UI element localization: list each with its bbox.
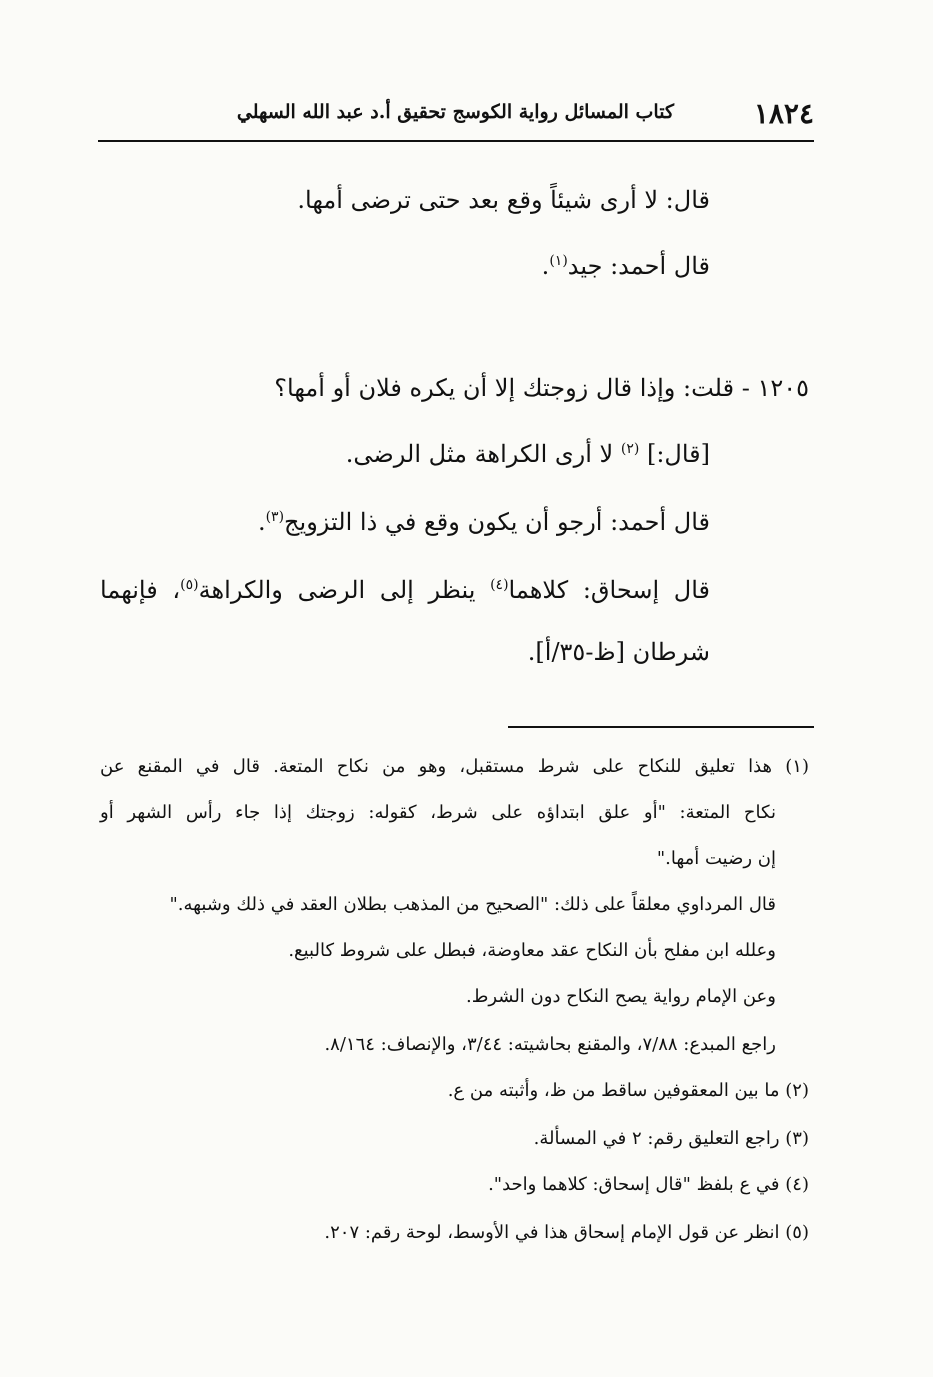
body-text: قال إسحاق: كلاهما bbox=[508, 576, 711, 604]
footnote-line: وعلله ابن مفلح بأن النكاح عقد معاوضة، فبطل على شروط كالبيع. bbox=[288, 940, 776, 961]
page-number: ١٨٢٤ bbox=[753, 97, 814, 130]
footnote-ref: (٢) bbox=[620, 441, 640, 457]
footnote-divider bbox=[508, 726, 814, 728]
footnote-line: وعن الإمام رواية يصح النكاح دون الشرط. bbox=[465, 986, 776, 1007]
footnote-line: راجع المبدع: ٧/٨٨، والمقنع بحاشيته: ٣/٤٤، والإنصاف: ٨/١٦٤. bbox=[324, 1034, 776, 1055]
body-text: [قال:] bbox=[639, 440, 710, 468]
footnote-line: نكاح المتعة: "أو علق ابتداؤه على شرط، كقوله: زوجتك إذا جاء رأس الشهر أو bbox=[100, 802, 776, 823]
body-text: . bbox=[541, 252, 550, 280]
footnote-line: (٤) في ع بلفظ "قال إسحاق: كلاهما واحد". bbox=[488, 1174, 809, 1195]
footnote-ref: (٤) bbox=[490, 577, 509, 593]
footnote-line: قال المرداوي معلقاً على ذلك: "الصحيح من المذهب بطلان العقد في ذلك وشبهه." bbox=[169, 894, 776, 915]
body-text: . bbox=[257, 508, 266, 536]
footnote-line: (٥) انظر عن قول الإمام إسحاق هذا في الأوسط، لوحة رقم: ٢٠٧. bbox=[324, 1222, 809, 1243]
footnote-line: (٣) راجع التعليق رقم: ٢ في المسألة. bbox=[533, 1128, 809, 1149]
body-line bbox=[258, 508, 710, 537]
footnote-ref: (٥) bbox=[180, 577, 199, 593]
footnote-line: (٢) ما بين المعقوفين ساقط من ظ، وأثبته من ع. bbox=[447, 1080, 809, 1101]
running-title: كتاب المسائل رواية الكوسج تحقيق أ.د عبد الله السهلي bbox=[236, 101, 674, 123]
footnote-ref: (١) bbox=[549, 253, 568, 269]
body-text: قال أحمد: جيد bbox=[567, 252, 710, 280]
footnote-ref: (٣) bbox=[265, 509, 285, 525]
footnote-line: إن رضيت أمها." bbox=[656, 848, 776, 869]
question-line: ١٢٠٥ - قلت: وإذا قال زوجتك إلا أن يكره فلان أو أمها؟ bbox=[274, 374, 809, 402]
body-line: شرطان [ظ-٣٥/أ]. bbox=[527, 638, 710, 666]
body-text: قال أحمد: أرجو أن يكون وقع في ذا التزويج bbox=[284, 508, 710, 536]
body-line: قال: لا أرى شيئاً وقع بعد حتى ترضى أمها. bbox=[297, 186, 710, 214]
body-text: ينظر إلى الرضى والكراهة bbox=[198, 576, 491, 604]
header-divider bbox=[98, 140, 814, 142]
body-text: ، فإنهما bbox=[100, 576, 181, 604]
body-line bbox=[100, 576, 710, 605]
body-text: لا أرى الكراهة مثل الرضى. bbox=[345, 440, 621, 468]
body-line bbox=[346, 440, 710, 469]
footnote-line: (١) هذا تعليق للنكاح على شرط مستقبل، وهو من نكاح المتعة. قال في المقنع عن bbox=[100, 756, 809, 777]
body-line bbox=[542, 252, 710, 281]
running-header bbox=[98, 95, 814, 135]
